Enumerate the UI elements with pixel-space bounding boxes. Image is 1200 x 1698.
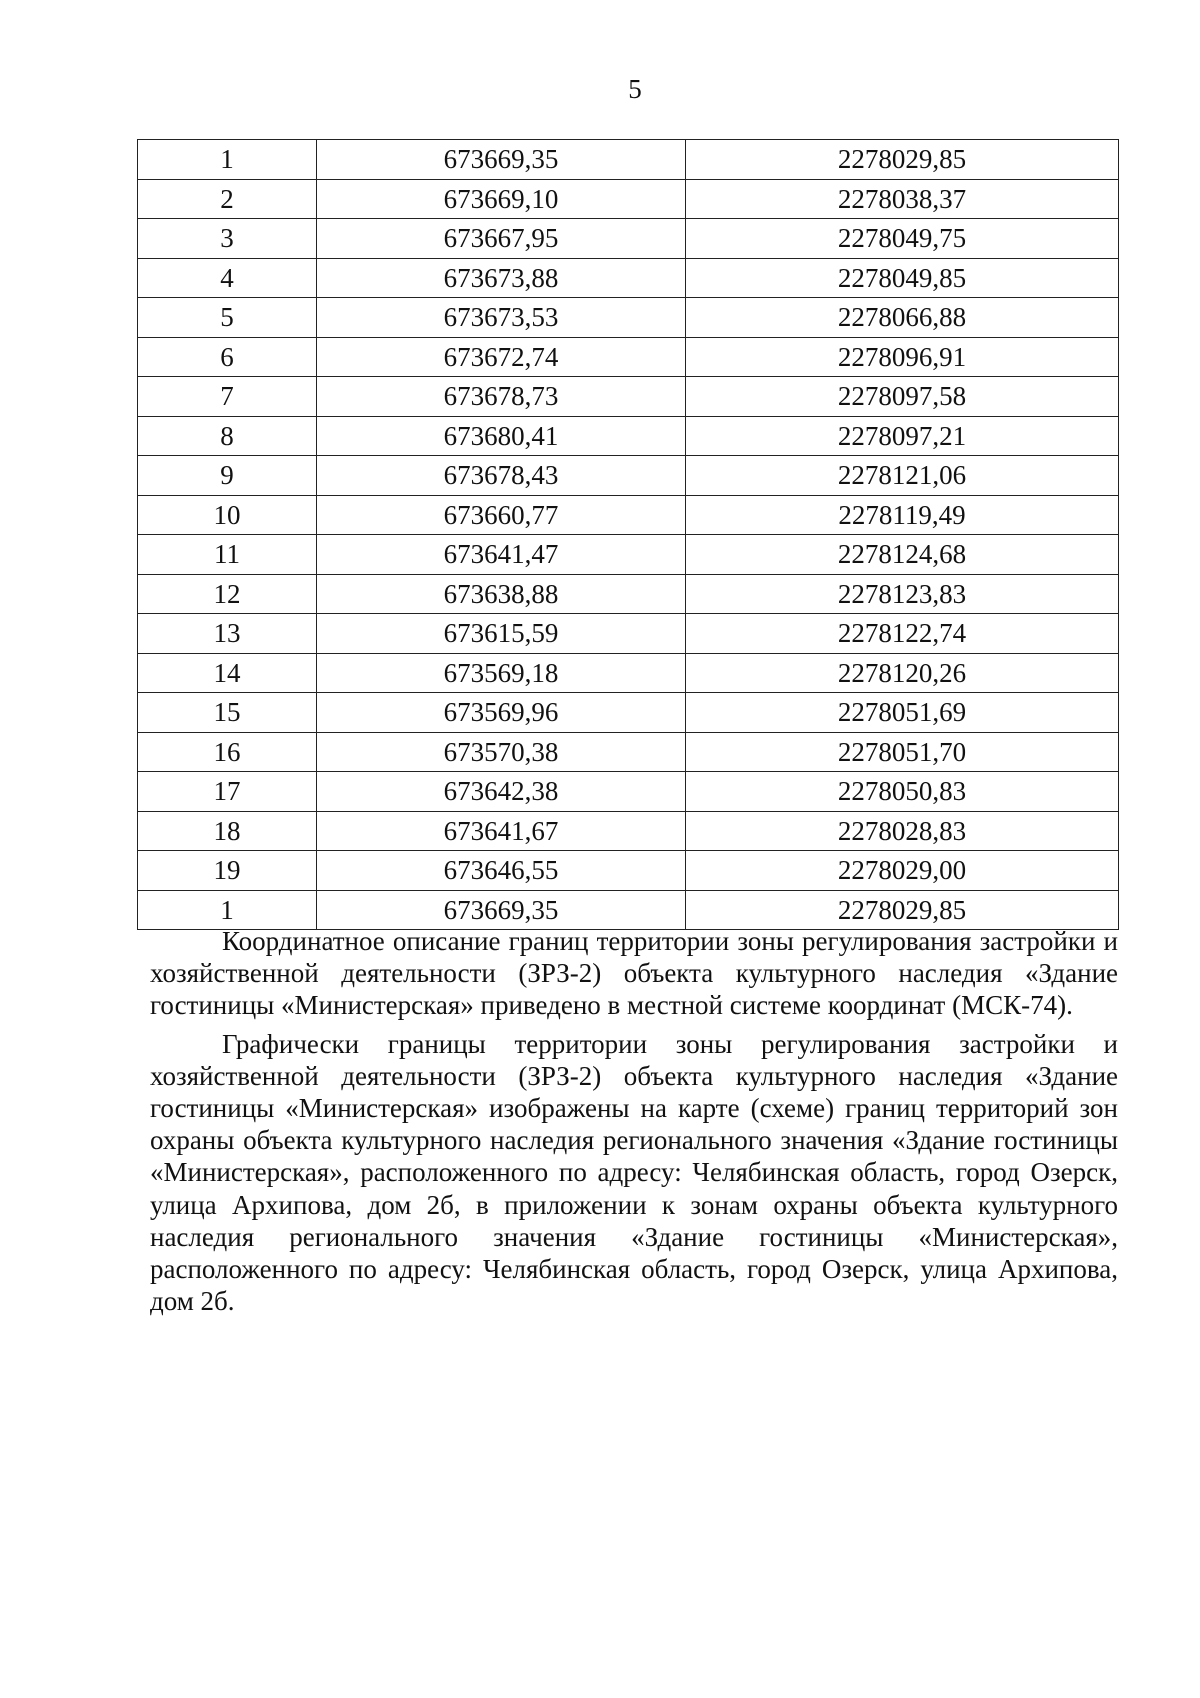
y-coordinate-cell: 2278029,00 bbox=[686, 851, 1119, 891]
point-number-cell: 1 bbox=[138, 140, 317, 180]
point-number-cell: 10 bbox=[138, 495, 317, 535]
table-row bbox=[138, 495, 1119, 535]
y-coordinate-cell: 2278066,88 bbox=[686, 298, 1119, 338]
coordinates-table bbox=[137, 139, 1119, 930]
point-number-cell: 5 bbox=[138, 298, 317, 338]
table-row bbox=[138, 851, 1119, 891]
y-coordinate-cell: 2278049,85 bbox=[686, 258, 1119, 298]
x-coordinate-cell: 673646,55 bbox=[317, 851, 686, 891]
point-number-cell: 16 bbox=[138, 732, 317, 772]
y-coordinate-cell: 2278122,74 bbox=[686, 614, 1119, 654]
y-coordinate-cell: 2278050,83 bbox=[686, 772, 1119, 812]
point-number-cell: 8 bbox=[138, 416, 317, 456]
x-coordinate-cell: 673669,10 bbox=[317, 179, 686, 219]
x-coordinate-cell: 673669,35 bbox=[317, 890, 686, 930]
x-coordinate-cell: 673673,88 bbox=[317, 258, 686, 298]
y-coordinate-cell: 2278051,69 bbox=[686, 693, 1119, 733]
table-row bbox=[138, 693, 1119, 733]
y-coordinate-cell: 2278119,49 bbox=[686, 495, 1119, 535]
y-coordinate-cell: 2278097,58 bbox=[686, 377, 1119, 417]
y-coordinate-cell: 2278120,26 bbox=[686, 653, 1119, 693]
point-number-cell: 13 bbox=[138, 614, 317, 654]
x-coordinate-cell: 673673,53 bbox=[317, 298, 686, 338]
table-row bbox=[138, 535, 1119, 575]
table-row bbox=[138, 416, 1119, 456]
x-coordinate-cell: 673615,59 bbox=[317, 614, 686, 654]
y-coordinate-cell: 2278124,68 bbox=[686, 535, 1119, 575]
x-coordinate-cell: 673569,96 bbox=[317, 693, 686, 733]
x-coordinate-cell: 673641,67 bbox=[317, 811, 686, 851]
table-row bbox=[138, 377, 1119, 417]
table-row bbox=[138, 337, 1119, 377]
paragraph-coordinate-description: Координатное описание границ территории зоны регулирования застройки и хозяйственной деятельности (ЗРЗ-2) объекта культурного наследия «Здание гостиницы «Министерская» приведено в местной системе координат (МСК-74). bbox=[150, 926, 1118, 1021]
x-coordinate-cell: 673638,88 bbox=[317, 574, 686, 614]
y-coordinate-cell: 2278029,85 bbox=[686, 140, 1119, 180]
table-row bbox=[138, 811, 1119, 851]
y-coordinate-cell: 2278051,70 bbox=[686, 732, 1119, 772]
table-row bbox=[138, 890, 1119, 930]
y-coordinate-cell: 2278028,83 bbox=[686, 811, 1119, 851]
x-coordinate-cell: 673641,47 bbox=[317, 535, 686, 575]
point-number-cell: 19 bbox=[138, 851, 317, 891]
table-row bbox=[138, 653, 1119, 693]
point-number-cell: 17 bbox=[138, 772, 317, 812]
point-number-cell: 3 bbox=[138, 219, 317, 259]
point-number-cell: 2 bbox=[138, 179, 317, 219]
y-coordinate-cell: 2278029,85 bbox=[686, 890, 1119, 930]
description-text bbox=[150, 925, 1118, 1323]
table-row bbox=[138, 298, 1119, 338]
table-row bbox=[138, 219, 1119, 259]
y-coordinate-cell: 2278121,06 bbox=[686, 456, 1119, 496]
table-row bbox=[138, 179, 1119, 219]
x-coordinate-cell: 673672,74 bbox=[317, 337, 686, 377]
coordinates-table-body bbox=[138, 140, 1119, 930]
y-coordinate-cell: 2278096,91 bbox=[686, 337, 1119, 377]
point-number-cell: 12 bbox=[138, 574, 317, 614]
table-row bbox=[138, 772, 1119, 812]
point-number-cell: 9 bbox=[138, 456, 317, 496]
y-coordinate-cell: 2278123,83 bbox=[686, 574, 1119, 614]
x-coordinate-cell: 673570,38 bbox=[317, 732, 686, 772]
point-number-cell: 18 bbox=[138, 811, 317, 851]
y-coordinate-cell: 2278097,21 bbox=[686, 416, 1119, 456]
point-number-cell: 7 bbox=[138, 377, 317, 417]
y-coordinate-cell: 2278038,37 bbox=[686, 179, 1119, 219]
point-number-cell: 11 bbox=[138, 535, 317, 575]
point-number-cell: 14 bbox=[138, 653, 317, 693]
point-number-cell: 1 bbox=[138, 890, 317, 930]
point-number-cell: 6 bbox=[138, 337, 317, 377]
page-number: 5 bbox=[628, 74, 642, 104]
x-coordinate-cell: 673678,73 bbox=[317, 377, 686, 417]
table-row bbox=[138, 258, 1119, 298]
point-number-cell: 15 bbox=[138, 693, 317, 733]
x-coordinate-cell: 673678,43 bbox=[317, 456, 686, 496]
paragraph-graphic-description: Графически границы территории зоны регулирования застройки и хозяйственной деятельности (ЗРЗ-2) объекта культурного наследия «Здание гостиницы «Министерская» изображены на карте (схеме) границ территорий зон охраны объекта культурного наследия регионального значения «Здание гостиницы «Министерская», расположенного по адресу: Челябинская область, город Озерск, улица Архипова, дом 2б, в приложении к зонам охраны объекта культурного наследия регионального значения «Здание гостиницы «Министерская», расположенного по адресу: Челябинская область, город Озерск, улица Архипова, дом 2б. bbox=[150, 1028, 1118, 1317]
table-row bbox=[138, 732, 1119, 772]
table-row bbox=[138, 140, 1119, 180]
x-coordinate-cell: 673667,95 bbox=[317, 219, 686, 259]
x-coordinate-cell: 673642,38 bbox=[317, 772, 686, 812]
x-coordinate-cell: 673669,35 bbox=[317, 140, 686, 180]
x-coordinate-cell: 673660,77 bbox=[317, 495, 686, 535]
table-row bbox=[138, 574, 1119, 614]
y-coordinate-cell: 2278049,75 bbox=[686, 219, 1119, 259]
x-coordinate-cell: 673569,18 bbox=[317, 653, 686, 693]
table-row bbox=[138, 614, 1119, 654]
x-coordinate-cell: 673680,41 bbox=[317, 416, 686, 456]
table-row bbox=[138, 456, 1119, 496]
point-number-cell: 4 bbox=[138, 258, 317, 298]
